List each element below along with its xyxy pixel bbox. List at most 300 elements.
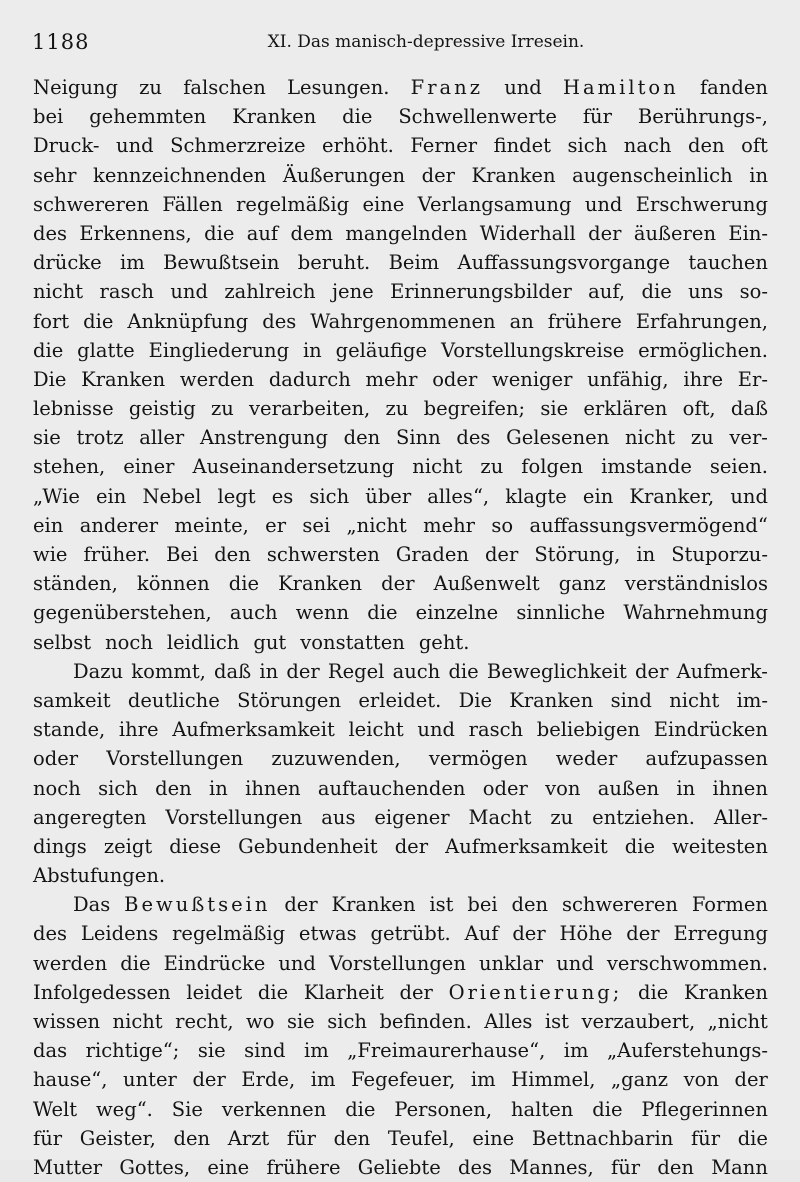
word: sie bbox=[286, 1010, 315, 1033]
word: fort bbox=[33, 309, 70, 333]
word: ein bbox=[96, 484, 127, 508]
word: „Wie bbox=[33, 484, 80, 508]
word: im bbox=[310, 1068, 336, 1092]
text-line bbox=[33, 803, 768, 832]
word: in bbox=[749, 163, 768, 187]
word: zu bbox=[139, 76, 162, 99]
word: Macht bbox=[468, 805, 532, 829]
word: Druck- bbox=[33, 134, 100, 158]
word: Die bbox=[33, 367, 67, 391]
word: Klarheit bbox=[303, 980, 384, 1004]
word: Bewußtsein bbox=[124, 893, 271, 917]
text-line bbox=[33, 832, 768, 861]
word: Kranken bbox=[509, 688, 594, 712]
word: geläufige bbox=[335, 338, 428, 362]
text-line bbox=[33, 919, 768, 948]
word: dadurch bbox=[268, 367, 351, 391]
text-line bbox=[33, 569, 768, 598]
word: Beweglichkeit bbox=[486, 659, 627, 683]
word: diese bbox=[169, 834, 222, 858]
word: Hamilton bbox=[563, 76, 679, 99]
word: ist bbox=[429, 893, 454, 917]
word: gehemmten bbox=[89, 105, 207, 129]
word: äußeren bbox=[633, 221, 716, 245]
word: des bbox=[262, 309, 297, 333]
word: leidet bbox=[186, 980, 243, 1004]
word: Mutter bbox=[33, 1155, 103, 1179]
word: Gelesenen bbox=[506, 426, 610, 450]
word: ermöglichen. bbox=[638, 338, 768, 362]
word: legt bbox=[217, 484, 256, 508]
word: mehr bbox=[365, 367, 418, 391]
word: Schwellenwerte bbox=[398, 105, 557, 129]
word: nicht bbox=[669, 688, 720, 712]
word: vermögen bbox=[428, 747, 528, 771]
text-line bbox=[33, 307, 768, 336]
word: das bbox=[33, 1039, 68, 1063]
running-title: XI. Das manisch-depressive Irresein. bbox=[267, 32, 585, 52]
word: auch bbox=[229, 601, 278, 625]
word: des bbox=[456, 426, 491, 450]
word: nicht bbox=[33, 280, 84, 304]
text-line bbox=[33, 161, 768, 190]
text-line bbox=[33, 1007, 768, 1036]
word: Bei bbox=[166, 543, 199, 566]
word: uns bbox=[688, 280, 724, 304]
word: kommt, bbox=[131, 659, 206, 683]
word: Welt bbox=[33, 1097, 78, 1121]
word: der bbox=[394, 834, 429, 858]
word: getrübt. bbox=[370, 922, 451, 946]
word: fanden bbox=[699, 76, 768, 99]
word: regelmäßig bbox=[172, 922, 286, 946]
word: früher. bbox=[83, 543, 151, 566]
word: über bbox=[365, 484, 412, 508]
word: die bbox=[33, 338, 64, 362]
word: unfähig, bbox=[587, 367, 669, 391]
page-header bbox=[32, 30, 760, 60]
word: der bbox=[484, 543, 519, 566]
text-line bbox=[33, 452, 768, 481]
word: Widerhall bbox=[479, 221, 576, 245]
word: weder bbox=[555, 747, 618, 771]
word: Vorstellungen bbox=[165, 805, 303, 829]
word: Bewußtsein bbox=[163, 251, 280, 275]
word: befinden. bbox=[379, 1010, 472, 1033]
word: Regel bbox=[327, 659, 385, 683]
text-line bbox=[33, 131, 768, 160]
word: und bbox=[417, 718, 456, 742]
word: ständen, bbox=[33, 572, 118, 596]
word: unklar bbox=[479, 951, 544, 975]
word: Kranken bbox=[684, 980, 768, 1004]
word: gut bbox=[253, 630, 287, 654]
word: deutliche bbox=[127, 688, 220, 712]
word: die bbox=[638, 980, 669, 1004]
word: stande, bbox=[33, 718, 106, 742]
word: drücke bbox=[33, 251, 102, 275]
word: sehr bbox=[33, 163, 77, 187]
text-line bbox=[33, 774, 768, 803]
word: Schmerzreize bbox=[170, 134, 306, 158]
word: leicht bbox=[348, 718, 404, 742]
word: im bbox=[563, 1039, 589, 1063]
text-line bbox=[33, 715, 768, 744]
word: Vorstellungskreise bbox=[440, 338, 625, 362]
word: auf bbox=[246, 221, 279, 245]
word: kennzeichnenden bbox=[93, 163, 267, 187]
word: in bbox=[209, 776, 228, 800]
word: meinte, bbox=[174, 513, 249, 537]
text-line bbox=[33, 423, 768, 452]
word: für bbox=[33, 1126, 63, 1150]
word: mangelnden bbox=[345, 221, 468, 245]
word: Mann bbox=[711, 1155, 768, 1179]
text-line bbox=[33, 73, 768, 102]
word: nach bbox=[623, 134, 672, 158]
word: einzelne bbox=[415, 601, 499, 625]
word: oder bbox=[432, 367, 478, 391]
text-line bbox=[33, 1036, 768, 1065]
word: und bbox=[730, 484, 768, 508]
word: Eindrücke bbox=[163, 951, 266, 975]
word: recht, bbox=[175, 1010, 234, 1033]
word: Er- bbox=[737, 367, 768, 391]
word: der bbox=[734, 1068, 768, 1092]
word: klagte bbox=[505, 484, 567, 508]
word: begreifen; bbox=[423, 397, 526, 421]
word: den bbox=[214, 543, 251, 566]
word: außen bbox=[597, 776, 660, 800]
text-line bbox=[33, 861, 768, 890]
word: sie bbox=[540, 397, 569, 421]
word: ganz bbox=[558, 572, 606, 596]
word: Sie bbox=[171, 1097, 203, 1121]
text-line bbox=[33, 628, 768, 657]
text-line bbox=[33, 1153, 768, 1182]
word: entziehen. bbox=[592, 805, 695, 829]
word: des bbox=[458, 1155, 493, 1179]
word: Pflegerinnen bbox=[641, 1097, 768, 1121]
word: imstande bbox=[601, 455, 692, 479]
word: im bbox=[470, 1068, 496, 1092]
word: samkeit bbox=[33, 688, 111, 712]
word: einer bbox=[123, 455, 175, 479]
word: die bbox=[204, 221, 235, 245]
word: Die bbox=[458, 688, 492, 712]
word: Störungen bbox=[237, 688, 342, 712]
word: Teufel, bbox=[387, 1126, 455, 1150]
word: Arzt bbox=[227, 1126, 270, 1150]
word: und bbox=[584, 192, 623, 216]
word: Personen, bbox=[394, 1097, 493, 1121]
word: vonstatten bbox=[300, 630, 405, 654]
text-line bbox=[33, 744, 768, 773]
word: daß bbox=[730, 397, 768, 421]
word: sinnliche bbox=[516, 601, 606, 625]
text-line bbox=[33, 190, 768, 219]
word: erleidet. bbox=[358, 688, 442, 712]
word: oder bbox=[33, 747, 79, 771]
word: Vorstellungen bbox=[106, 747, 244, 771]
text-line bbox=[33, 336, 768, 365]
word: noch bbox=[33, 776, 81, 800]
word: Erschwerung bbox=[635, 192, 768, 216]
word: der bbox=[286, 659, 320, 683]
word: Franz bbox=[410, 76, 483, 99]
word: bei bbox=[33, 105, 64, 129]
word: Höhe bbox=[559, 922, 613, 946]
word: beruht. bbox=[297, 251, 371, 275]
word: Stuporzu- bbox=[671, 543, 768, 566]
word: Wahrnehmung bbox=[623, 601, 768, 625]
word: jene bbox=[332, 280, 374, 304]
word: frühere bbox=[547, 309, 622, 333]
word: verschwommen. bbox=[606, 951, 768, 975]
word: verarbeiten, bbox=[249, 397, 371, 421]
word: Erde, bbox=[241, 1068, 296, 1092]
word: Beim bbox=[388, 251, 440, 275]
text-line bbox=[33, 598, 768, 627]
word: nicht bbox=[112, 1010, 163, 1033]
word: und bbox=[170, 280, 208, 304]
word: die bbox=[367, 601, 398, 625]
word: geht. bbox=[418, 630, 470, 654]
word: an bbox=[509, 309, 534, 333]
word: und bbox=[556, 951, 594, 975]
word: augenscheinlich bbox=[572, 163, 733, 187]
word: alles“, bbox=[427, 484, 490, 508]
word: für bbox=[611, 1155, 641, 1179]
word: der bbox=[399, 980, 433, 1004]
word: sind bbox=[610, 688, 652, 712]
word: der bbox=[381, 572, 415, 596]
word: zu bbox=[480, 455, 504, 479]
word: und bbox=[278, 951, 316, 975]
word: im- bbox=[736, 688, 768, 712]
word: verzaubert, bbox=[581, 1010, 696, 1033]
word: die bbox=[228, 572, 260, 596]
word: Erfahrungen, bbox=[635, 309, 768, 333]
word: Kranken bbox=[331, 893, 416, 917]
text-line bbox=[33, 657, 768, 686]
word: verkennen bbox=[221, 1097, 327, 1121]
word: halten bbox=[510, 1097, 574, 1121]
word: stehen, bbox=[33, 455, 106, 479]
word: Außenwelt bbox=[433, 572, 540, 596]
word: zu bbox=[385, 397, 409, 421]
text-line bbox=[33, 394, 768, 423]
word: „ganz bbox=[611, 1068, 669, 1092]
word: Alles bbox=[484, 1010, 533, 1033]
word: „nicht bbox=[346, 513, 407, 537]
word: Ferner bbox=[410, 134, 478, 158]
word: der bbox=[192, 1068, 226, 1092]
word: Leidens bbox=[80, 922, 159, 946]
body-text bbox=[33, 73, 768, 1182]
word: zu bbox=[550, 805, 574, 829]
word: gegenüberstehen, bbox=[33, 601, 212, 625]
word: ein bbox=[582, 484, 614, 508]
word: Aufmerk- bbox=[676, 659, 768, 683]
word: oft bbox=[741, 134, 768, 158]
word: lebnisse bbox=[33, 397, 114, 421]
word: Mannes, bbox=[509, 1155, 594, 1179]
word: Störung, bbox=[534, 543, 621, 566]
word: die bbox=[624, 834, 656, 858]
word: schwereren bbox=[561, 893, 678, 917]
word: Auseinandersetzung bbox=[192, 455, 395, 479]
word: eigener bbox=[374, 805, 450, 829]
word: Infolgedessen bbox=[33, 980, 171, 1004]
word: anderer bbox=[79, 513, 159, 537]
word: selbst bbox=[33, 630, 92, 654]
word: Kranken bbox=[278, 572, 363, 596]
word: verständnislos bbox=[624, 572, 768, 596]
word: Lesungen. bbox=[287, 76, 390, 99]
word: ver- bbox=[729, 426, 768, 450]
word: Aller- bbox=[713, 805, 768, 829]
word: bei bbox=[467, 893, 498, 917]
word: die bbox=[592, 1097, 623, 1121]
word: unter bbox=[123, 1068, 177, 1092]
word: die bbox=[120, 951, 151, 975]
text-line bbox=[33, 978, 768, 1007]
word: der bbox=[421, 163, 455, 187]
word: glatte bbox=[77, 338, 135, 362]
word: werden bbox=[179, 367, 255, 391]
text-line bbox=[33, 890, 768, 919]
word: er bbox=[265, 513, 287, 537]
word: weitesten bbox=[672, 834, 768, 858]
word: im bbox=[303, 1039, 329, 1063]
word: Auffassungsvorgange bbox=[457, 251, 671, 275]
word: wissen bbox=[33, 1010, 101, 1033]
word: auch bbox=[392, 659, 441, 683]
word: daß bbox=[214, 659, 252, 683]
word: die bbox=[257, 980, 289, 1004]
word: Fegefeuer, bbox=[351, 1068, 456, 1092]
word: ein bbox=[33, 513, 64, 537]
word: Aufmerksamkeit bbox=[172, 718, 335, 742]
word: Neigung bbox=[33, 76, 118, 99]
word: Bettnachbarin bbox=[531, 1126, 674, 1150]
word: Kranken bbox=[471, 163, 556, 187]
word: „nicht bbox=[707, 1010, 768, 1033]
word: eine bbox=[207, 1155, 250, 1179]
word: von bbox=[545, 776, 581, 800]
word: etwas bbox=[298, 922, 357, 946]
word: Das bbox=[73, 893, 111, 917]
word: oft, bbox=[682, 397, 716, 421]
word: Gebundenheit bbox=[238, 834, 378, 858]
word: aufzupassen bbox=[645, 747, 768, 771]
word: und bbox=[504, 76, 542, 99]
word: die bbox=[737, 1126, 768, 1150]
word: der bbox=[284, 893, 318, 917]
word: schwersten bbox=[266, 543, 380, 566]
text-line bbox=[33, 949, 768, 978]
word: zu bbox=[690, 426, 714, 450]
word: in bbox=[676, 776, 696, 800]
word: in bbox=[302, 338, 322, 362]
word: für bbox=[582, 105, 612, 129]
text-line bbox=[33, 365, 768, 394]
word: aus bbox=[321, 805, 356, 829]
word: „Freimaurerhause“, bbox=[347, 1039, 546, 1063]
word: so bbox=[491, 513, 514, 537]
word: dings bbox=[33, 834, 87, 858]
word: folgen bbox=[521, 455, 584, 479]
word: der bbox=[588, 221, 622, 245]
page-number: 1188 bbox=[32, 30, 90, 54]
word: Fällen bbox=[162, 192, 223, 216]
word: sich bbox=[567, 134, 608, 158]
word: auffassungsvermögend“ bbox=[529, 513, 768, 537]
word: den bbox=[173, 1126, 211, 1150]
word: ihre bbox=[118, 718, 159, 742]
word: ihnen bbox=[712, 776, 768, 800]
word: die bbox=[345, 1097, 376, 1121]
word: die bbox=[83, 309, 114, 333]
word: leidlich bbox=[166, 630, 240, 654]
word: werden bbox=[33, 951, 108, 975]
word: der bbox=[635, 659, 669, 683]
word: den bbox=[333, 1126, 371, 1150]
word: seien. bbox=[709, 455, 768, 479]
word: Erregung bbox=[673, 922, 768, 946]
word: wenn bbox=[295, 601, 350, 625]
word: findet bbox=[493, 134, 552, 158]
word: falschen bbox=[183, 76, 266, 99]
word: des bbox=[33, 922, 68, 946]
word: so- bbox=[739, 280, 768, 304]
word: frühere bbox=[266, 1155, 341, 1179]
word: für bbox=[286, 1126, 317, 1150]
word: geistig bbox=[128, 397, 196, 421]
word: Auf bbox=[464, 922, 499, 946]
text-line bbox=[33, 511, 768, 540]
word: trotz bbox=[76, 426, 124, 450]
word: weg“. bbox=[95, 1097, 153, 1121]
word: den bbox=[343, 426, 381, 450]
word: Geliebte bbox=[357, 1155, 441, 1179]
word: Gottes, bbox=[119, 1155, 191, 1179]
word: des bbox=[33, 221, 68, 245]
text-line bbox=[33, 102, 768, 131]
word: mehr bbox=[423, 513, 476, 537]
word: Dazu bbox=[73, 659, 124, 683]
word: es bbox=[271, 484, 294, 508]
word: der bbox=[512, 922, 546, 946]
word: Anknüpfung bbox=[127, 309, 249, 333]
text-line bbox=[33, 1124, 768, 1153]
word: Eingliederung bbox=[148, 338, 290, 362]
word: erhöht. bbox=[322, 134, 394, 158]
word: in bbox=[259, 659, 279, 683]
word: ihnen bbox=[245, 776, 301, 800]
text-line bbox=[33, 1065, 768, 1094]
word: sie bbox=[197, 1039, 226, 1063]
word: von bbox=[683, 1068, 719, 1092]
word: Verlangsamung bbox=[417, 192, 572, 216]
word: Erinnerungsbilder bbox=[390, 280, 572, 304]
word: können bbox=[136, 572, 210, 596]
word: Äußerungen bbox=[282, 163, 406, 187]
word: angeregten bbox=[33, 805, 147, 829]
word: die bbox=[448, 659, 479, 683]
word: Abstufungen. bbox=[33, 864, 166, 888]
